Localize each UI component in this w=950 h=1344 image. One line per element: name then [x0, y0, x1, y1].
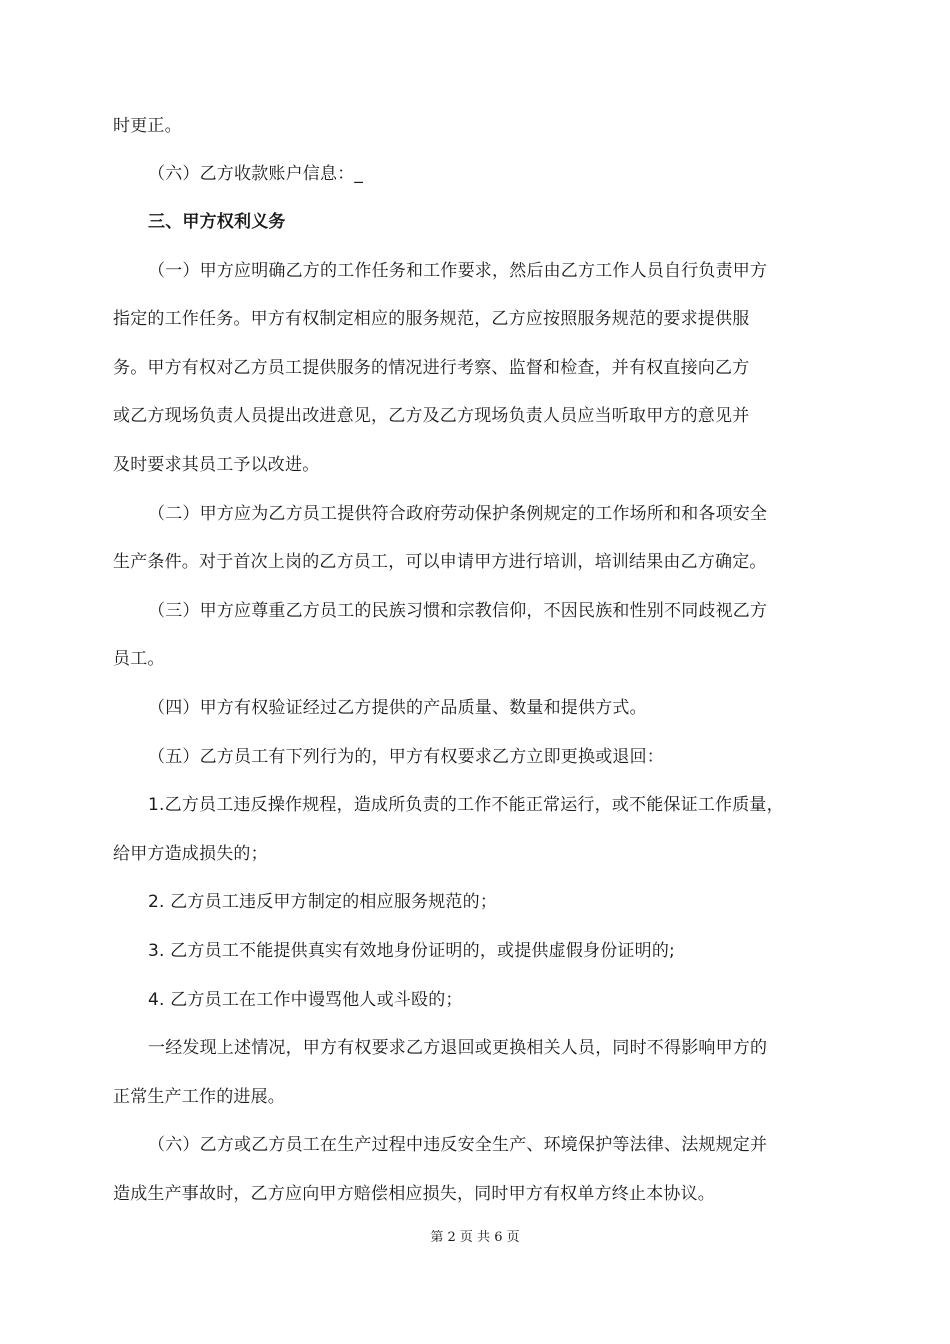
body-text-line: 务。甲方有权对乙方员工提供服务的情况进行考察、监督和检查，并有权直接向乙方 — [113, 358, 750, 378]
body-text-line: （一）甲方应明确乙方的工作任务和工作要求，然后由乙方工作人员自行负责甲方 — [148, 261, 768, 281]
body-text-line: （三）甲方应尊重乙方员工的民族习惯和宗教信仰，不因民族和性别不同歧视乙方 — [148, 601, 768, 621]
list-item-4: 4. 乙方员工在工作中谩骂他人或斗殴的； — [148, 990, 463, 1010]
body-text-line: 造成生产事故时，乙方应向甲方赔偿相应损失，同时甲方有权单方终止本协议。 — [113, 1184, 715, 1204]
body-text-line: （六）乙方或乙方员工在生产过程中违反安全生产、环境保护等法律、法规规定并 — [148, 1135, 768, 1155]
body-text-line: 正常生产工作的进展。 — [113, 1087, 285, 1107]
body-text-line: （四）甲方有权验证经过乙方提供的产品质量、数量和提供方式。 — [148, 698, 647, 718]
body-text-line: 给甲方造成损失的； — [113, 844, 268, 864]
body-text-line: 及时要求其员工予以改进。 — [113, 455, 320, 475]
body-text-line: 一经发现上述情况，甲方有权要求乙方退回或更换相关人员，同时不得影响甲方的 — [148, 1038, 768, 1058]
section-heading: 三、甲方权利义务 — [148, 212, 286, 232]
list-item-3: 3. 乙方员工不能提供真实有效地身份证明的，或提供虚假身份证明的; — [148, 941, 675, 961]
body-text-line: 员工。 — [113, 649, 165, 669]
list-item-1: 1.乙方员工违反操作规程，造成所负责的工作不能正常运行，或不能保证工作质量， — [148, 795, 784, 815]
body-text-line: （二）甲方应为乙方员工提供符合政府劳动保护条例规定的工作场所和和各项安全 — [148, 504, 768, 524]
page-number-footer: 第 2 页 共 6 页 — [430, 1230, 520, 1245]
body-text-line: 指定的工作任务。甲方有权制定相应的服务规范，乙方应按照服务规范的要求提供服 — [113, 309, 750, 329]
body-text-line: 时更正。 — [113, 116, 182, 136]
list-item-2: 2. 乙方员工违反甲方制定的相应服务规范的； — [148, 892, 498, 912]
body-text-line: 生产条件。对于首次上岗的乙方员工，可以申请甲方进行培训，培训结果由乙方确定。 — [113, 552, 767, 572]
body-text-line: 或乙方现场负责人员提出改进意见，乙方及乙方现场负责人员应当听取甲方的意见并 — [113, 406, 750, 426]
body-text-line: （五）乙方员工有下列行为的，甲方有权要求乙方立即更换或退回： — [148, 747, 664, 767]
body-text-line: （六）乙方收款账户信息：_ — [148, 164, 364, 184]
